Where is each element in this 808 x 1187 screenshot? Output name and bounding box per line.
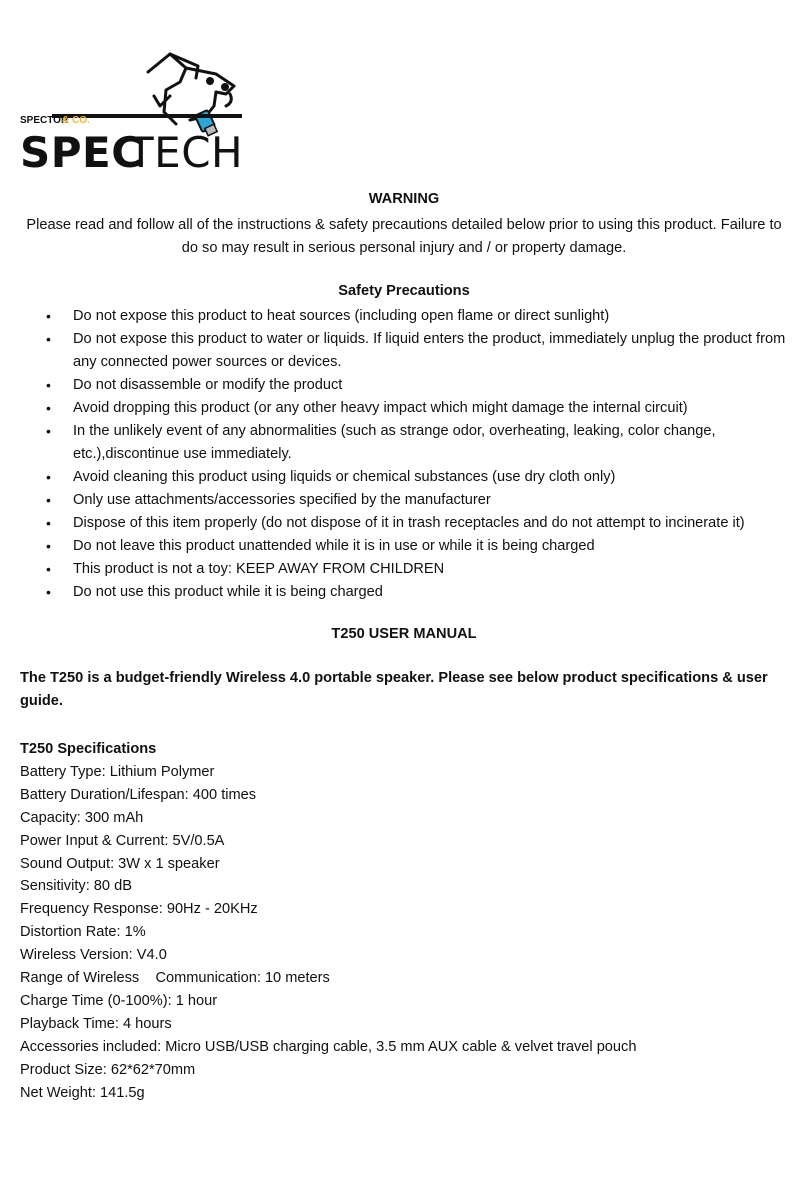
list-item [0, 489, 794, 512]
bullet-icon: • [46, 492, 51, 508]
list-item [0, 558, 794, 581]
list-item [0, 535, 794, 558]
safety-item-text: Do not expose this product to water or liquids. If liquid enters the product, immediately unplug the product from any connected power sources or devices. [73, 331, 786, 370]
spec-line: Frequency Response: 90Hz - 20KHz [20, 901, 258, 918]
safety-item-text: Avoid dropping this product (or any other heavy impact which might damage the internal circuit) [73, 400, 688, 416]
list-item [0, 512, 794, 535]
safety-item-text: In the unlikely event of any abnormalities (such as strange odor, overheating, leaking, color change, etc.),discontinue use immediately. [73, 423, 716, 462]
list-item [0, 397, 794, 420]
logo-wordmark-spec: SPEC [20, 128, 143, 172]
bullet-icon: • [46, 538, 51, 554]
spec-line: Distortion Rate: 1% [20, 924, 146, 941]
spec-line: Sound Output: 3W x 1 speaker [20, 855, 220, 872]
bullet-icon: • [46, 331, 51, 347]
spec-line: Charge Time (0-100%): 1 hour [20, 992, 218, 1009]
list-item [0, 466, 794, 489]
bullet-icon: • [46, 469, 51, 485]
list-item [0, 328, 794, 374]
spec-line: Sensitivity: 80 dB [20, 878, 132, 895]
spec-line: Wireless Version: V4.0 [20, 947, 167, 964]
spec-line: Battery Type: Lithium Polymer [20, 763, 215, 780]
spec-line: Power Input & Current: 5V/0.5A [20, 832, 225, 849]
safety-title: Safety Precautions [338, 283, 470, 299]
warning-text: Please read and follow all of the instructions & safety precautions detailed below prior to using this product. Failure to do so may result in serious personal injury and / or property damage. [26, 217, 782, 256]
spec-line: Capacity: 300 mAh [20, 809, 144, 826]
logo-graphic [20, 50, 242, 172]
list-item [0, 374, 794, 397]
manual-title: T250 USER MANUAL [331, 626, 477, 642]
logo-brand-small: SPECTOR [20, 115, 69, 126]
bullet-icon: • [46, 515, 51, 531]
safety-list [0, 305, 794, 604]
specs-section [20, 738, 788, 1105]
list-item [0, 581, 794, 604]
list-item [0, 420, 794, 466]
safety-item-text: Do not expose this product to heat sources (including open flame or direct sunlight) [73, 308, 610, 324]
list-item [0, 305, 794, 328]
bullet-icon: • [46, 584, 51, 600]
logo-brand-amp: & CO. [62, 115, 90, 126]
spec-line: Net Weight: 141.5g [20, 1084, 145, 1101]
spec-line: Product Size: 62*62*70mm [20, 1061, 196, 1078]
safety-item-text: Do not use this product while it is being charged [73, 584, 383, 600]
logo-wordmark-tech: TECH [128, 128, 242, 172]
manual-intro: The T250 is a budget-friendly Wireless 4.0 portable speaker. Please see below product specifications & user guide. [20, 670, 768, 709]
bullet-icon: • [46, 561, 51, 577]
safety-item-text: This product is not a toy: KEEP AWAY FROM CHILDREN [73, 561, 445, 577]
spec-line: Battery Duration/Lifespan: 400 times [20, 786, 257, 803]
spec-line: Accessories included: Micro USB/USB charging cable, 3.5 mm AUX cable & velvet travel pouch [20, 1038, 637, 1055]
bullet-icon: • [46, 400, 51, 416]
bullet-icon: • [46, 308, 51, 324]
bullet-icon: • [46, 423, 51, 439]
dog-mascot-icon [148, 54, 234, 124]
safety-item-text: Only use attachments/accessories specified by the manufacturer [73, 492, 491, 508]
safety-item-text: Dispose of this item properly (do not dispose of it in trash receptacles and do not attempt to incinerate it) [73, 515, 745, 531]
safety-item-text: Do not disassemble or modify the product [73, 377, 343, 393]
spectech-logo [20, 50, 242, 172]
bullet-icon: • [46, 377, 51, 393]
safety-item-text: Do not leave this product unattended while it is in use or while it is being charged [73, 538, 595, 554]
spec-line: Playback Time: 4 hours [20, 1015, 172, 1032]
warning-title: WARNING [368, 191, 440, 207]
spec-line: Range of Wireless Communication: 10 meters [20, 970, 330, 987]
specs-title: T250 Specifications [20, 741, 157, 757]
safety-item-text: Avoid cleaning this product using liquids or chemical substances (use dry cloth only) [73, 469, 616, 485]
